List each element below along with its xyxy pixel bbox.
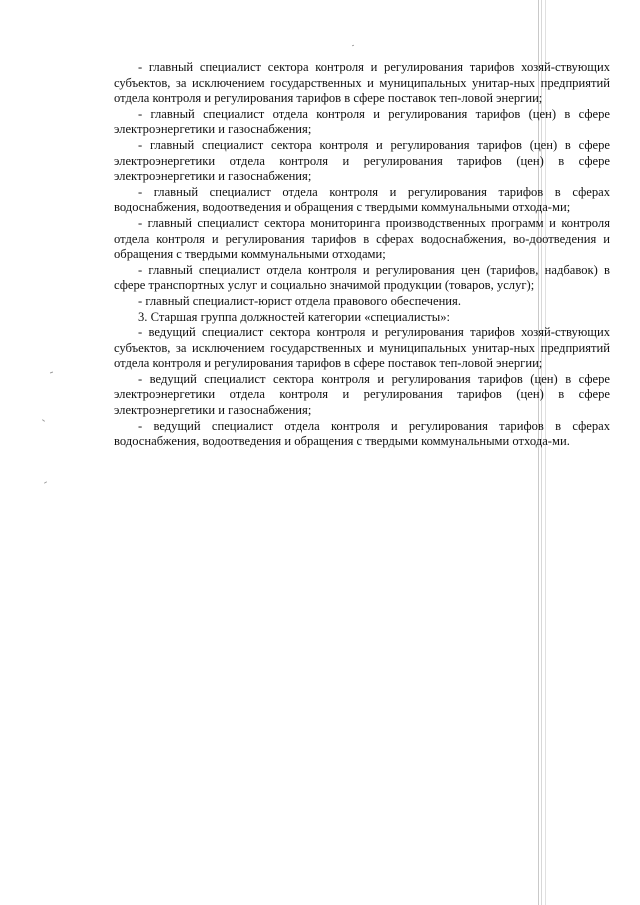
paragraph: - главный специалист-юрист отдела правового обеспечения. bbox=[138, 293, 461, 308]
paragraph: - главный специалист сектора контроля и регулирования тарифов хозяй-ствующих субъектов, за исключением государственных и муниципальных унитар-ных предприятий отдела контроля и регулирования тарифов в сфере поставок теп-ловой энергии; bbox=[114, 60, 610, 106]
paragraph: - главный специалист сектора мониторинга производственных программ и контроля отдела контроля и регулирования тарифов в сферах водоснабжения, во-доотведения и обращения с твердыми коммунальными отходами; bbox=[114, 215, 610, 262]
paragraph: - ведущий специалист сектора контроля и регулирования тарифов хозяй-ствующих субъектов, за исключением государственных и муниципальных унитар-ных предприятий отдела контроля и регулирования тарифов в сфере поставок теп-ловой энергии; bbox=[114, 325, 610, 371]
paragraph: - ведущий специалист отдела контроля и регулирования тарифов в сферах водоснабжения, водоотведения и обращения с твердыми коммунальными отхода-ми. bbox=[114, 418, 610, 449]
paragraph: - главный специалист сектора контроля и регулирования тарифов (цен) в сфере электроэнергетики отдела контроля и регулирования тарифов (цен) в сфере электроэнергетики и газоснабжения; bbox=[114, 137, 610, 184]
paragraph: - ведущий специалист сектора контроля и регулирования тарифов (цен) в сфере электроэнергетики отдела контроля и регулирования тарифов (цен) в сфере электроэнергетики и газоснабжения; bbox=[114, 371, 610, 418]
scan-speck bbox=[352, 45, 354, 47]
scan-speck bbox=[50, 372, 53, 374]
paragraph: - главный специалист отдела контроля и регулирования тарифов (цен) в сфере электроэнергетики и газоснабжения; bbox=[114, 106, 610, 137]
document-body bbox=[114, 60, 610, 450]
paragraph: - главный специалист отдела контроля и регулирования цен (тарифов, надбавок) в сфере транспортных услуг и социально значимой продукции (товаров, услуг); bbox=[114, 262, 610, 293]
section-heading: 3. Старшая группа должностей категории «специалисты»: bbox=[138, 309, 450, 324]
scan-speck bbox=[42, 419, 45, 422]
paragraph: - главный специалист отдела контроля и регулирования тарифов в сферах водоснабжения, водоотведения и обращения с твердыми коммунальными отхода-ми; bbox=[114, 184, 610, 215]
scan-speck bbox=[44, 481, 47, 483]
